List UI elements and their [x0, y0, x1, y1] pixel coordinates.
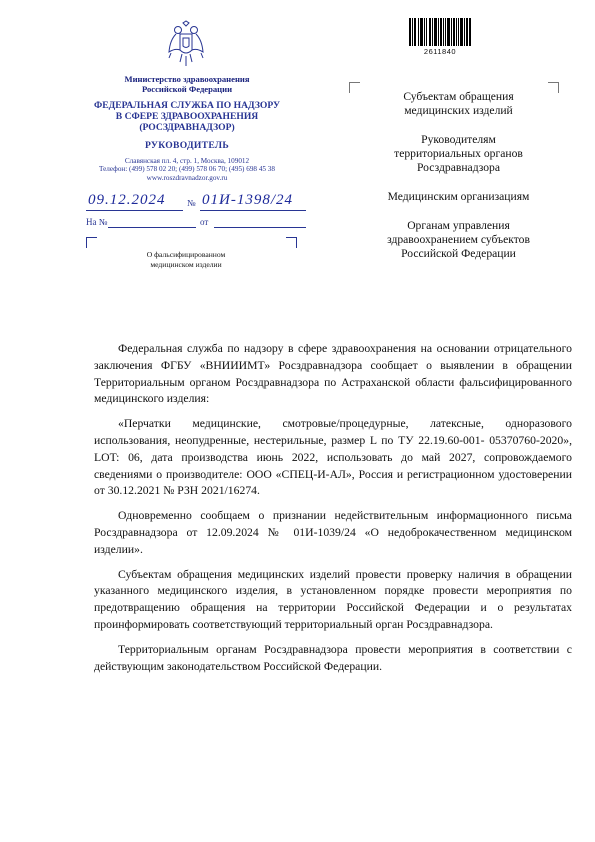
body-paragraph: Территориальным органам Росздравнадзора провести мероприятия в соответствии с действующим законодательством Российской Федерации. [94, 642, 572, 673]
reference-number-line [108, 227, 196, 228]
subject-bracket-right [286, 237, 297, 248]
signatory-role: РУКОВОДИТЕЛЬ [144, 140, 230, 151]
body-paragraph: «Перчатки медицинские, смотровые/процедурные, латексные, одноразового использования, неопудренные, нестерильные, размер L по ТУ 22.19.60-001- 05370760-2020», LOT: 06, дата производства июнь 2022, использовать до май 2027, сопровождаемого сведениями о производителе: ООО «СПЕЦ-И-АЛ», Россия и регистрационном удостоверении от 30.12.2021 № РЗН 2021/16274. [94, 417, 572, 498]
registration-number-label: № [187, 198, 196, 208]
body-paragraph: Федеральная служба по надзору в сфере здравоохранения на основании отрицательного заключения ФГБУ «ВНИИИМТ» Росздравнадзора сообщает о выявлении в обращении Территориальным органом Росздравнадзора по Астраханской области фальсифицированного медицинского изделия: [94, 342, 572, 406]
recipients-list [356, 90, 561, 276]
letter-body [94, 341, 572, 683]
contact-info: Славянская пл. 4, стр. 1, Москва, 109012 Телефон: (499) 578 02 20; (499) 578 06 70; (495) 698 45 38 www.roszdravnadzor.gov.ru [99, 157, 275, 182]
body-paragraph: Одновременно сообщаем о признании недействительным информационного письма Росздравнадзора от 12.09.2024 № 01И-1039/24 «О недоброкачественном медицинском изделии». [94, 509, 572, 556]
barcode-icon [409, 18, 471, 46]
reference-number-label: На № [86, 217, 108, 227]
registration-number: 01И-1398/24 [202, 192, 293, 208]
reference-date-line [214, 227, 306, 228]
recipient-item: Органам управления здравоохранением субъектов Российской Федерации [387, 219, 530, 260]
coat-of-arms-icon [166, 20, 206, 70]
recipient-item: Руководителям территориальных органов Росздравнадзора [394, 133, 523, 174]
barcode-number: 2611840 [423, 47, 457, 56]
letter-subject: О фальсифицированном медицинском изделии [146, 250, 226, 269]
number-underline [200, 210, 306, 211]
subject-bracket-left [86, 237, 97, 248]
service-name: ФЕДЕРАЛЬНАЯ СЛУЖБА ПО НАДЗОРУ В СФЕРЕ ЗДРАВООХРАНЕНИЯ (РОСЗДРАВНАДЗОР) [93, 100, 281, 133]
date-underline [86, 210, 183, 211]
reference-date-label: от [200, 217, 209, 227]
registration-date: 09.12.2024 [88, 192, 166, 208]
ministry-name: Министерство здравоохранения Российской Федерации [124, 74, 250, 94]
recipient-item: Медицинским организациям [387, 190, 530, 203]
body-paragraph: Субъектам обращения медицинских изделий провести проверку наличия в обращении указанного медицинского изделия, в установленном порядке провести мероприятия по предотвращению обращения на территории Российской Федерации и о результатах проинформировать соответствующий территориальный орган Росздравнадзора. [94, 567, 572, 631]
recipient-item: Субъектам обращения медицинских изделий [403, 90, 514, 117]
